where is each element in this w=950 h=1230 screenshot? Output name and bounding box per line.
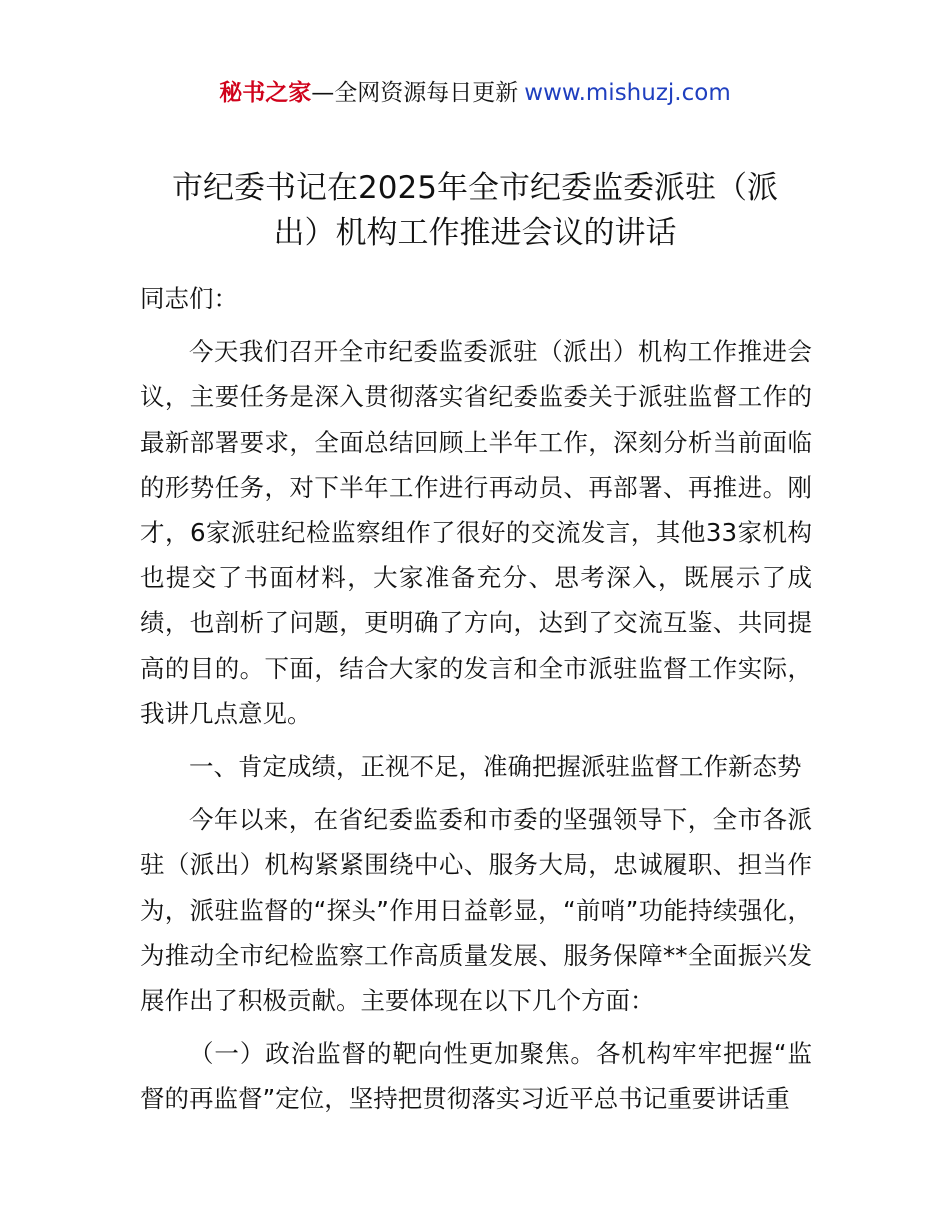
title-line-2: 出）机构工作推进会议的讲话 [273, 215, 677, 251]
site-tagline: —全网资源每日更新 [311, 80, 519, 106]
site-banner [0, 78, 950, 108]
title-line-1: 市纪委书记在2025年全市纪委监委派驻（派 [172, 170, 778, 206]
paragraph-achievements: 今年以来，在省纪委监委和市委的坚强领导下，全市各派驻（派出）机构紧紧围绕中心、服务大局，忠诚履职、担当作为，派驻监督的“探头”作用日益彰显，“前哨”功能持续强化，为推动全市纪检监察工作高质量发展、服务保障**全面振兴发展作出了积极贡献。主要体现在以下几个方面： [140, 805, 812, 1016]
subsection-heading-1: （一）政治监督的靶向性更加聚焦。各机构牢牢把握“监督的再监督”定位，坚持把贯彻落实习近平总书记重要讲话重 [140, 1039, 812, 1114]
document-body [140, 276, 812, 1122]
paragraph-intro: 今天我们召开全市纪委监委派驻（派出）机构工作推进会议，主要任务是深入贯彻落实省纪委监委关于派驻监督工作的最新部署要求，全面总结回顾上半年工作，深刻分析当前面临的形势任务，对下半年工作进行再动员、再部署、再推进。刚才，6家派驻纪检监察组作了很好的交流发言，其他33家机构也提交了书面材料，大家准备充分、思考深入，既展示了成绩，也剖析了问题，更明确了方向，达到了交流互鉴、共同提高的目的。下面，结合大家的发言和全市派驻监督工作实际，我讲几点意见。 [140, 337, 812, 728]
site-brand-name: 秘书之家 [219, 80, 312, 106]
document-title [0, 166, 950, 256]
site-url-link[interactable]: www.mishuzj.com [524, 80, 731, 106]
salutation: 同志们： [140, 284, 238, 313]
section-heading-1: 一、肯定成绩，正视不足，准确把握派驻监督工作新态势 [189, 752, 802, 782]
